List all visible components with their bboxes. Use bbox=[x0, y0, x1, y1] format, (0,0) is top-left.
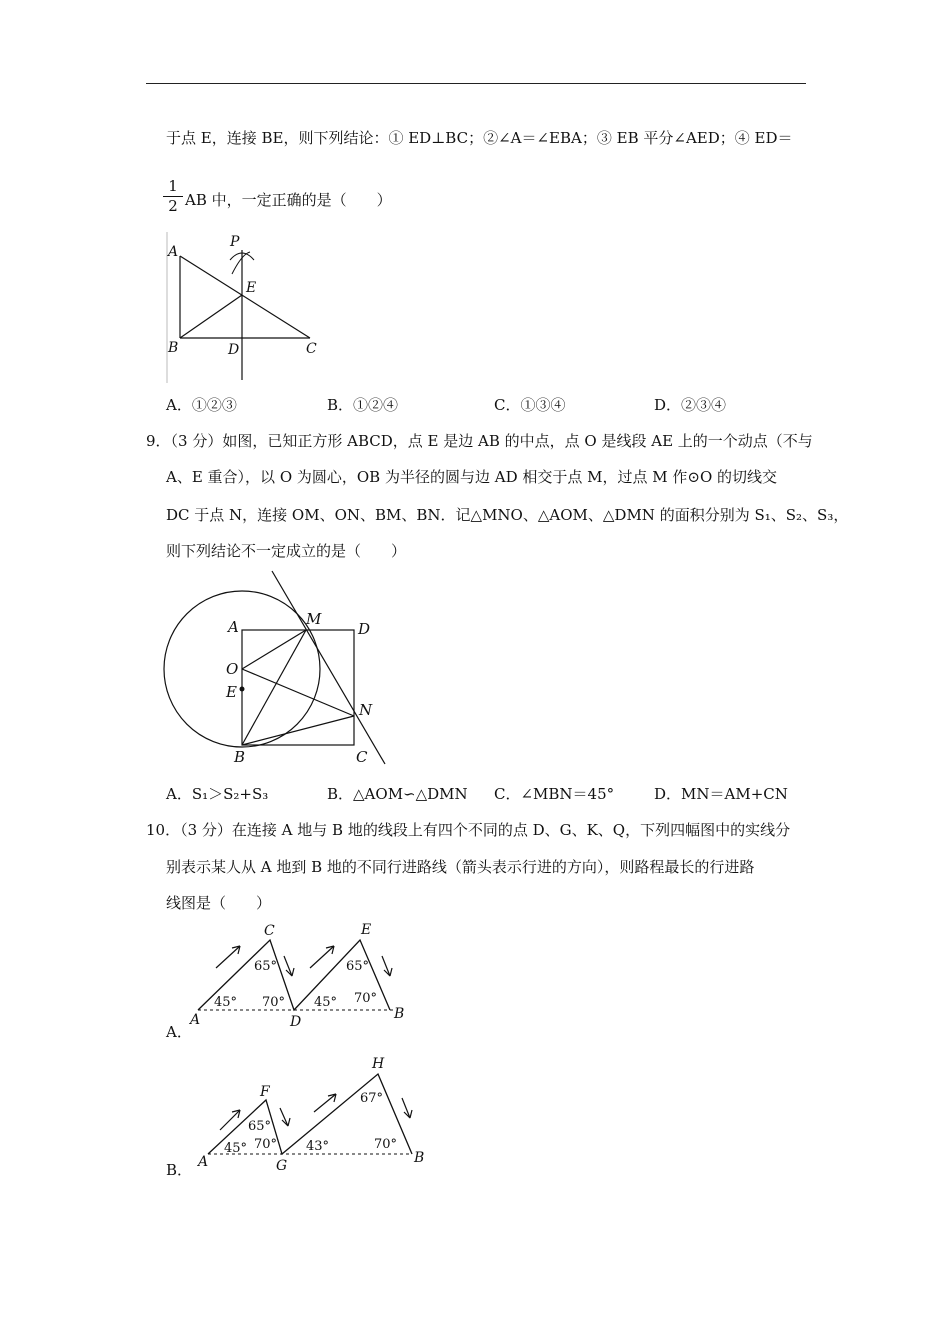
q10a-angle-6: 70° bbox=[354, 991, 378, 1006]
q8-label-C: C bbox=[306, 341, 317, 357]
q10a-angle-5: 65° bbox=[346, 959, 370, 974]
q8-label-D: D bbox=[228, 342, 240, 358]
q10b-label-G: G bbox=[276, 1158, 288, 1174]
q10-text-line3: 线图是（ ） bbox=[166, 894, 272, 912]
q10b-label-H: H bbox=[372, 1056, 385, 1072]
q9-option-d[interactable]: D．MN＝AM+CN bbox=[654, 785, 788, 803]
q10a-label-A: A bbox=[190, 1012, 201, 1028]
q10a-arrow-2 bbox=[284, 956, 292, 976]
q10b-angle-4: 43° bbox=[306, 1139, 330, 1154]
q9-label-C: C bbox=[356, 748, 368, 766]
q9-label-M: M bbox=[306, 610, 322, 628]
q8-label-A: A bbox=[168, 244, 179, 260]
q9-label-E: E bbox=[226, 683, 237, 701]
q9-text-line4: 则下列结论不一定成立的是（ ） bbox=[166, 542, 407, 560]
q8-option-c[interactable]: C．①③④ bbox=[494, 396, 566, 414]
q10b-angle-2: 65° bbox=[248, 1119, 272, 1134]
q10-figure-a bbox=[180, 918, 410, 1033]
q9-option-a[interactable]: A．S₁＞S₂+S₃ bbox=[166, 785, 269, 803]
header-rule bbox=[146, 83, 806, 84]
q10b-arrow-2 bbox=[280, 1108, 288, 1126]
q10a-angle-3: 70° bbox=[262, 995, 286, 1010]
q9-figure bbox=[160, 566, 395, 771]
q9-square-ABCD bbox=[242, 630, 354, 745]
q10-text-line2: 别表示某人从 A 地到 B 地的不同行进路线（箭头表示行进的方向），则路程最长的行进路 bbox=[166, 858, 755, 876]
q10b-arrow-4 bbox=[402, 1098, 410, 1118]
q8-option-d[interactable]: D．②③④ bbox=[654, 396, 727, 414]
q9-seg-BN bbox=[242, 716, 354, 745]
q9-label-D: D bbox=[358, 620, 371, 638]
q8-seg-AC bbox=[180, 256, 310, 338]
q9-seg-OM bbox=[242, 630, 306, 669]
q10b-arrow-3 bbox=[314, 1094, 336, 1112]
q8-label-E: E bbox=[246, 280, 257, 296]
q9-label-B: B bbox=[234, 748, 246, 766]
q10a-angle-4: 45° bbox=[314, 995, 338, 1010]
q10a-label-E: E bbox=[361, 922, 372, 938]
q9-option-b[interactable]: B．△AOM∽△DMN bbox=[327, 785, 468, 803]
q8-seg-BE bbox=[180, 295, 242, 338]
q10b-label-F: F bbox=[260, 1084, 270, 1100]
q8-fraction-denominator: 2 bbox=[168, 197, 178, 215]
q10a-label-C: C bbox=[264, 923, 275, 939]
q9-label-O: O bbox=[226, 660, 239, 678]
q10-option-b[interactable]: B． bbox=[166, 1161, 193, 1179]
q10a-arrow-3 bbox=[310, 946, 334, 968]
q10a-arrow-1 bbox=[216, 946, 240, 968]
q8-figure bbox=[160, 228, 330, 388]
q10a-angle-2: 65° bbox=[254, 959, 278, 974]
q9-text-line2: A、E 重合），以 O 为圆心，OB 为半径的圆与边 AD 相交于点 M，过点 M 作⊙O 的切线交 bbox=[166, 468, 778, 486]
q8-fraction bbox=[163, 178, 183, 215]
q9-text-line1: 9．（3 分）如图，已知正方形 ABCD，点 E 是边 AB 的中点，点 O 是线段 AE 上的一个动点（不与 bbox=[146, 432, 813, 450]
q10b-label-B: B bbox=[414, 1150, 425, 1166]
q8-option-a[interactable]: A．①②③ bbox=[166, 396, 237, 414]
q8-label-P: P bbox=[230, 234, 240, 250]
q10-figure-b bbox=[190, 1050, 430, 1174]
q10b-angle-3: 70° bbox=[254, 1137, 278, 1152]
q9-seg-ON bbox=[242, 669, 354, 716]
q9-seg-BM bbox=[242, 630, 306, 745]
q8-option-b[interactable]: B．①②④ bbox=[327, 396, 399, 414]
q10b-angle-6: 70° bbox=[374, 1137, 398, 1152]
q9-text-line3: DC 于点 N，连接 OM、ON、BM、BN．记△MNO、△AOM、△DMN 的面积分别为 S₁、S₂、S₃， bbox=[166, 506, 849, 524]
q9-option-c[interactable]: C．∠MBN＝45° bbox=[494, 785, 615, 803]
q10a-label-D: D bbox=[290, 1014, 302, 1030]
q10-text-line1: 10．（3 分）在连接 A 地与 B 地的线段上有四个不同的点 D、G、K、Q，下列四幅图中的实线分 bbox=[146, 821, 791, 839]
q8-fraction-numerator: 1 bbox=[168, 177, 178, 195]
q9-label-A: A bbox=[228, 618, 239, 636]
q8-text-line1: 于点 E，连接 BE，则下列结论：① ED⊥BC；②∠A＝∠EBA；③ EB 平分∠AED；④ ED＝ bbox=[166, 129, 793, 147]
q9-point-E bbox=[240, 687, 245, 692]
q10a-angle-1: 45° bbox=[214, 995, 238, 1010]
q10b-label-A: A bbox=[198, 1154, 209, 1170]
q10b-angle-1: 45° bbox=[224, 1141, 248, 1156]
q9-tangent-line bbox=[272, 571, 385, 764]
q8-label-B: B bbox=[168, 340, 179, 356]
q10b-angle-5: 67° bbox=[360, 1091, 384, 1106]
q9-label-N: N bbox=[359, 701, 373, 719]
q8-text-line2: AB 中，一定正确的是（ ） bbox=[185, 191, 392, 209]
q10a-label-B: B bbox=[394, 1006, 405, 1022]
q10-option-a[interactable]: A． bbox=[166, 1023, 192, 1041]
q10a-arrow-4 bbox=[382, 956, 390, 976]
